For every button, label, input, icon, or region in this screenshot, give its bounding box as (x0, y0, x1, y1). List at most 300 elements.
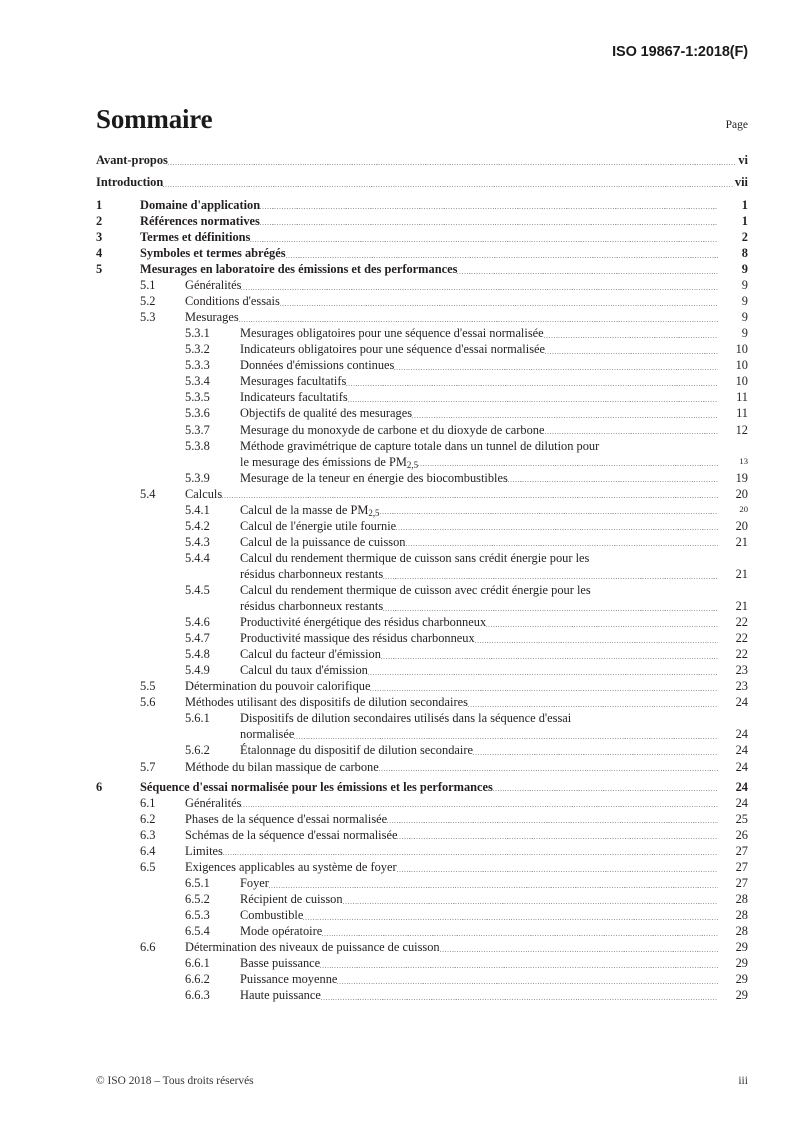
toc-page-number: 9 (741, 294, 748, 309)
dot-leader (223, 847, 718, 859)
toc-entry-body (240, 438, 748, 470)
toc-entry-label-line (240, 566, 748, 582)
toc-page-number: 11 (736, 406, 748, 421)
toc-page-number: 24 (735, 695, 748, 710)
toc-page-number: 24 (735, 759, 748, 774)
toc-page-number: 10 (735, 342, 748, 357)
toc-entry-number: 6.5.1 (185, 876, 210, 891)
toc-page-number: 10 (735, 358, 748, 373)
dot-leader (379, 763, 718, 775)
toc-entry-body (240, 630, 748, 646)
toc-entry-body (140, 213, 748, 229)
toc-entry-number: 5.6.1 (185, 711, 210, 726)
toc-entry-body (140, 229, 748, 245)
toc-entry-label: Détermination des niveaux de puissance de cuisson (185, 940, 440, 955)
toc-entry[interactable] (96, 859, 748, 875)
dot-leader (468, 698, 718, 710)
toc-entry-label-line: Calcul du rendement thermique de cuisson avec crédit énergie pour les (240, 583, 591, 597)
toc-entry-number: 5.3.1 (185, 326, 210, 341)
toc-entry[interactable] (96, 213, 748, 229)
dot-leader (457, 265, 718, 277)
toc-entry-body (240, 373, 748, 389)
toc-entry-number: 6.5 (140, 859, 156, 874)
toc-entry[interactable] (96, 923, 748, 939)
toc-entry-body (240, 470, 748, 486)
toc-page-number: 24 (735, 779, 748, 794)
toc-page-number: 1 (741, 197, 748, 212)
toc-entry-number: 5.3.7 (185, 422, 210, 437)
toc-entry-label: Domaine d'application (140, 197, 261, 212)
toc-entry-label: Méthodes utilisant des dispositifs de dilution secondaires (185, 695, 468, 710)
dot-leader (418, 458, 718, 470)
dot-leader (260, 217, 718, 229)
toc-entry-body (185, 678, 748, 694)
toc-entry-body (240, 357, 748, 373)
dot-leader (286, 249, 718, 261)
dot-leader (387, 815, 718, 827)
dot-leader (303, 911, 718, 923)
toc-entry[interactable] (96, 341, 748, 357)
dot-leader (406, 538, 718, 550)
toc-page-number: 10 (735, 374, 748, 389)
toc-entry-number: 5.3.5 (185, 390, 210, 405)
toc-entry[interactable] (96, 357, 748, 373)
dot-leader (394, 361, 718, 373)
toc-page-number: 27 (735, 859, 748, 874)
toc-entry-label: Limites (185, 843, 223, 858)
toc-page-number: 22 (735, 615, 748, 630)
document-header-id: ISO 19867-1:2018(F) (612, 44, 748, 60)
dot-leader (346, 377, 718, 389)
toc-entry-body (185, 309, 748, 325)
toc-entry[interactable] (96, 197, 748, 213)
toc-entry-number: 6.2 (140, 811, 156, 826)
toc-entry-body (240, 710, 748, 742)
toc-entry-number: 5.3.4 (185, 374, 210, 389)
toc-page-number: 27 (735, 876, 748, 891)
toc-entry-body (140, 245, 748, 261)
toc-title-row (96, 106, 748, 133)
toc-entry-body (240, 341, 748, 357)
toc-entry[interactable] (96, 550, 748, 582)
toc-page-number: 25 (735, 811, 748, 826)
dot-leader (473, 747, 718, 759)
toc-entry[interactable] (96, 245, 748, 261)
toc-entry-label: Avant-propos (96, 153, 168, 167)
toc-entry-label: Phases de la séquence d'essai normalisée (185, 811, 388, 826)
toc-page-number: 13 (739, 455, 748, 466)
toc-entry-body (240, 907, 748, 923)
toc-entry-label: Productivité énergétique des résidus charbonneux (240, 615, 487, 630)
toc-entry[interactable] (96, 795, 748, 811)
page-title: Sommaire (96, 104, 213, 134)
toc-entry-label: Productivité massique des résidus charbonneux (240, 631, 475, 646)
dot-leader (545, 426, 719, 438)
toc-page-number: 24 (735, 795, 748, 810)
toc-entry[interactable] (96, 309, 748, 325)
toc-page-number: 20 (735, 518, 748, 533)
toc-entry-body (185, 277, 748, 293)
toc-entry-body (240, 662, 748, 678)
toc-entry-label: Généralités (185, 795, 242, 810)
toc-page-number: 21 (735, 599, 748, 614)
toc-entry[interactable] (96, 325, 748, 341)
toc-entry-body (240, 389, 748, 405)
subscript: 2,5 (368, 507, 380, 518)
toc-entry-body (185, 694, 748, 710)
document-footer (96, 1074, 748, 1087)
toc-entry-label: Introduction (96, 175, 164, 190)
toc-entry[interactable] (96, 694, 748, 710)
toc-page-number: 20 (735, 486, 748, 501)
toc-entry-body (240, 325, 748, 341)
toc-entry[interactable] (96, 422, 748, 438)
toc-entry-body (185, 859, 748, 875)
toc-entry[interactable] (96, 710, 748, 742)
toc-page-number: 22 (735, 631, 748, 646)
table-of-contents (96, 152, 748, 1003)
toc-entry[interactable] (96, 261, 748, 277)
toc-page-number: 11 (736, 390, 748, 405)
toc-entry-body (96, 152, 748, 168)
toc-entry-label: Mesurages obligatoires pour une séquence d'essai normalisée (240, 326, 544, 341)
toc-entry-number: 6.3 (140, 827, 156, 842)
toc-entry-label: Récipient de cuisson (240, 892, 343, 907)
toc-entry[interactable] (96, 373, 748, 389)
toc-entry[interactable] (96, 293, 748, 309)
toc-entry-number: 6.6.2 (185, 972, 210, 987)
toc-entry-number: 5.1 (140, 278, 156, 293)
toc-entry[interactable] (96, 987, 748, 1003)
toc-page-number: 21 (735, 566, 748, 581)
toc-entry[interactable] (96, 277, 748, 293)
toc-entry-label: Références normatives (140, 213, 260, 228)
toc-entry[interactable] (96, 630, 748, 646)
toc-entry-number: 5.3 (140, 310, 156, 325)
toc-entry[interactable] (96, 518, 748, 534)
toc-entry-body (240, 534, 748, 550)
toc-entry-label: Indicateurs obligatoires pour une séquence d'essai normalisée (240, 342, 546, 357)
toc-entry-body (240, 646, 748, 662)
dot-leader (368, 666, 718, 678)
toc-entry-body (140, 779, 748, 795)
toc-entry-label: Méthode du bilan massique de carbone (185, 759, 379, 774)
toc-entry-label: le mesurage des émissions de $PM_{2,5}$ (240, 454, 419, 470)
toc-entry-label: Haute puissance (240, 988, 321, 1003)
toc-entry-label: normalisée (240, 727, 295, 742)
toc-entry-label: Foyer (240, 876, 269, 891)
toc-entry[interactable] (96, 486, 748, 502)
toc-entry-label: Mesurages (185, 310, 239, 325)
toc-entry-number: 5.4.3 (185, 534, 210, 549)
toc-entry-body (185, 811, 748, 827)
dot-leader (294, 730, 718, 742)
toc-page-number: 21 (735, 534, 748, 549)
toc-entry-label: résidus charbonneux restants (240, 599, 384, 614)
dot-leader (250, 233, 718, 245)
toc-entry-label: Combustible (240, 908, 304, 923)
page-folio: iii (738, 1074, 748, 1087)
toc-entry-body (140, 197, 748, 213)
toc-entry-body (240, 923, 748, 939)
dot-leader (544, 329, 718, 341)
toc-entry-label-line (240, 726, 748, 742)
dot-leader (381, 650, 718, 662)
toc-entry-body (240, 971, 748, 987)
toc-entry-body (240, 955, 748, 971)
dot-leader (322, 927, 718, 939)
toc-entry-label-line: Dispositifs de dilution secondaires utilisés dans la séquence d'essai (240, 711, 572, 726)
toc-entry[interactable] (96, 405, 748, 421)
toc-entry[interactable] (96, 742, 748, 758)
toc-entry-body (240, 742, 748, 758)
dot-leader (397, 863, 718, 875)
dot-leader (320, 959, 718, 971)
toc-entry[interactable] (96, 534, 748, 550)
toc-entry-body (240, 422, 748, 438)
toc-entry-number: 5.4 (140, 486, 156, 501)
toc-entry[interactable] (96, 174, 748, 190)
toc-entry-label: Conditions d'essais (185, 294, 280, 309)
dot-leader (486, 618, 718, 630)
toc-entry-number: 5.3.8 (185, 438, 210, 453)
toc-entry-label: Exigences applicables au système de foyer (185, 859, 397, 874)
toc-page-number: 8 (741, 246, 748, 261)
toc-page-number: 29 (735, 972, 748, 987)
toc-entry-body (240, 614, 748, 630)
toc-entry-number: 5.4.6 (185, 615, 210, 630)
toc-page-number: 20 (739, 503, 748, 514)
toc-entry-label: Mode opératoire (240, 924, 323, 939)
toc-entry[interactable] (96, 843, 748, 859)
dot-leader (397, 831, 718, 843)
toc-entry[interactable] (96, 955, 748, 971)
toc-entry-number: 6.6.3 (185, 988, 210, 1003)
toc-entry-label: Mesurage de la teneur en énergie des biocombustibles (240, 470, 508, 485)
toc-entry-number: 5.4.8 (185, 647, 210, 662)
toc-entry-number: 5.3.9 (185, 470, 210, 485)
toc-page-number: 12 (735, 422, 748, 437)
dot-leader (348, 393, 718, 405)
toc-entry-number: 5.5 (140, 679, 156, 694)
dot-leader (222, 490, 718, 502)
page-column-header: Page (725, 119, 748, 131)
toc-page-number: 19 (735, 470, 748, 485)
toc-entry-number: 6.4 (140, 843, 156, 858)
toc-entry-number: 6.5.3 (185, 908, 210, 923)
toc-entry-label: Puissance moyenne (240, 972, 338, 987)
toc-entry-label-line: Calcul du rendement thermique de cuisson sans crédit énergie pour les (240, 550, 590, 565)
toc-entry-label: Séquence d'essai normalisée pour les émissions et les performances (140, 779, 493, 794)
toc-page-number: 23 (735, 663, 748, 678)
toc-entry[interactable] (96, 614, 748, 630)
toc-page-number: 24 (735, 727, 748, 742)
toc-page-number: 22 (735, 647, 748, 662)
toc-entry-label: Données d'émissions continues (240, 358, 395, 373)
toc-entry[interactable] (96, 502, 748, 518)
toc-entry-body (185, 939, 748, 955)
toc-entry-body (185, 843, 748, 859)
toc-entry[interactable] (96, 582, 748, 614)
toc-entry-body (185, 293, 748, 309)
dot-leader (493, 783, 718, 795)
toc-entry[interactable] (96, 759, 748, 775)
toc-entry[interactable] (96, 875, 748, 891)
toc-entry-label: Calcul du facteur d'émission (240, 647, 381, 662)
dot-leader (508, 474, 718, 486)
dot-leader (412, 410, 718, 422)
toc-entry-number: 5.4.2 (185, 518, 210, 533)
toc-entry-number: 5.4.1 (185, 502, 210, 517)
toc-entry-number: 1 (96, 197, 103, 212)
toc-entry-number: 4 (96, 246, 103, 261)
toc-entry-body (96, 174, 748, 190)
toc-entry-number: 5.4.9 (185, 663, 210, 678)
toc-entry-label: résidus charbonneux restants (240, 566, 384, 581)
toc-entry[interactable] (96, 891, 748, 907)
toc-entry[interactable] (96, 470, 748, 486)
toc-entry-number: 5.2 (140, 294, 156, 309)
dot-leader (440, 943, 718, 955)
dot-leader (163, 178, 733, 190)
toc-entry-label: Indicateurs facultatifs (240, 390, 348, 405)
copyright-notice: © ISO 2018 – Tous droits réservés (96, 1075, 254, 1087)
dot-leader (383, 602, 718, 614)
toc-entry-body (240, 987, 748, 1003)
toc-entry-number: 2 (96, 213, 103, 228)
toc-entry-number: 5.3.2 (185, 342, 210, 357)
toc-entry-label-line (240, 454, 748, 470)
toc-entry-body (240, 405, 748, 421)
toc-entry-number: 5 (96, 262, 103, 277)
toc-entry-label: Calcul de la masse de $PM_{2,5}$ (240, 502, 380, 518)
dot-leader (370, 682, 718, 694)
toc-entry-number: 5.4.5 (185, 583, 210, 597)
toc-entry-label: Calculs (185, 486, 223, 501)
toc-entry-label: Termes et définitions (140, 229, 251, 244)
toc-entry-number: 5.7 (140, 759, 156, 774)
toc-entry[interactable] (96, 646, 748, 662)
toc-entry-label: Étalonnage du dispositif de dilution secondaire (240, 743, 473, 758)
toc-entry-number: 5.6.2 (185, 743, 210, 758)
dot-leader (241, 799, 718, 811)
toc-page-number: 29 (735, 988, 748, 1003)
toc-entry-number: 6 (96, 779, 103, 794)
toc-page-number: 9 (741, 262, 748, 277)
toc-page-number: 1 (741, 213, 748, 228)
toc-page-number: 24 (735, 743, 748, 758)
toc-page-number: vii (734, 175, 748, 190)
dot-leader (337, 975, 718, 987)
toc-entry-number: 6.1 (140, 795, 156, 810)
toc-entry-label: Calcul de l'énergie utile fournie (240, 518, 397, 533)
dot-leader (241, 281, 718, 293)
toc-entry-number: 5.6 (140, 695, 156, 710)
toc-page-number: 9 (741, 310, 748, 325)
dot-leader (475, 634, 718, 646)
toc-entry-label: Basse puissance (240, 956, 321, 971)
dot-leader (396, 522, 718, 534)
subscript: 2,5 (406, 459, 419, 470)
toc-entry-label: Objectifs de qualité des mesurages (240, 406, 413, 421)
toc-entry-body (185, 827, 748, 843)
toc-entry-body (240, 875, 748, 891)
toc-entry-label: Mesurages facultatifs (240, 374, 347, 389)
toc-entry-number: 5.4.7 (185, 631, 210, 646)
toc-entry[interactable] (96, 152, 748, 168)
dot-leader (168, 156, 737, 168)
toc-entry-label: Calcul de la puissance de cuisson (240, 534, 406, 549)
toc-page-number: 27 (735, 843, 748, 858)
toc-entry[interactable] (96, 389, 748, 405)
toc-page-number: 29 (735, 956, 748, 971)
toc-page-number: 23 (735, 679, 748, 694)
toc-page-number: 9 (741, 278, 748, 293)
toc-entry-number: 5.3.3 (185, 358, 210, 373)
toc-entry-label: Symboles et termes abrégés (140, 246, 286, 261)
toc-entry[interactable] (96, 939, 748, 955)
toc-entry-label-line: Méthode gravimétrique de capture totale dans un tunnel de dilution pour (240, 438, 600, 453)
dot-leader (260, 201, 718, 213)
toc-entry-body (240, 518, 748, 534)
toc-entry[interactable] (96, 779, 748, 795)
toc-entry-body (240, 550, 748, 582)
dot-leader (343, 895, 718, 907)
dot-leader (239, 313, 718, 325)
toc-entry[interactable] (96, 229, 748, 245)
toc-entry-number: 5.4.4 (185, 550, 210, 565)
toc-entry[interactable] (96, 907, 748, 923)
toc-entry-label: Mesurage du monoxyde de carbone et du dioxyde de carbone (240, 422, 545, 437)
toc-entry[interactable] (96, 827, 748, 843)
dot-leader (280, 297, 718, 309)
toc-entry-label: Détermination du pouvoir calorifique (185, 679, 371, 694)
toc-entry-body (140, 261, 748, 277)
toc-page-number: 9 (741, 326, 748, 341)
toc-entry-label: Mesurages en laboratoire des émissions et des performances (140, 262, 458, 277)
toc-entry-number: 5.3.6 (185, 406, 210, 421)
toc-entry-number: 6.5.2 (185, 892, 210, 907)
dot-leader (545, 345, 718, 357)
dot-leader (321, 991, 718, 1003)
toc-entry[interactable] (96, 678, 748, 694)
toc-entry[interactable] (96, 662, 748, 678)
toc-page-number: 29 (735, 940, 748, 955)
dot-leader (380, 506, 719, 518)
toc-entry-body (185, 486, 748, 502)
toc-entry[interactable] (96, 811, 748, 827)
toc-entry-label: Calcul du taux d'émission (240, 663, 368, 678)
toc-entry-number: 6.6 (140, 940, 156, 955)
toc-page-number: 2 (741, 229, 748, 244)
toc-page-number: 26 (735, 827, 748, 842)
toc-entry[interactable] (96, 971, 748, 987)
toc-entry-number: 6.5.4 (185, 924, 210, 939)
toc-entry-label: Schémas de la séquence d'essai normalisée (185, 827, 398, 842)
toc-entry-number: 3 (96, 229, 103, 244)
toc-entry-body (185, 795, 748, 811)
toc-page-number: vi (738, 153, 748, 167)
toc-entry-label-line (240, 598, 748, 614)
toc-page-number: 28 (735, 892, 748, 907)
toc-entry-body (240, 582, 748, 614)
dot-leader (269, 879, 718, 891)
toc-entry[interactable] (96, 438, 748, 470)
toc-page-number: 28 (735, 908, 748, 923)
toc-entry-body (240, 502, 748, 518)
toc-entry-body (240, 891, 748, 907)
dot-leader (383, 570, 718, 582)
